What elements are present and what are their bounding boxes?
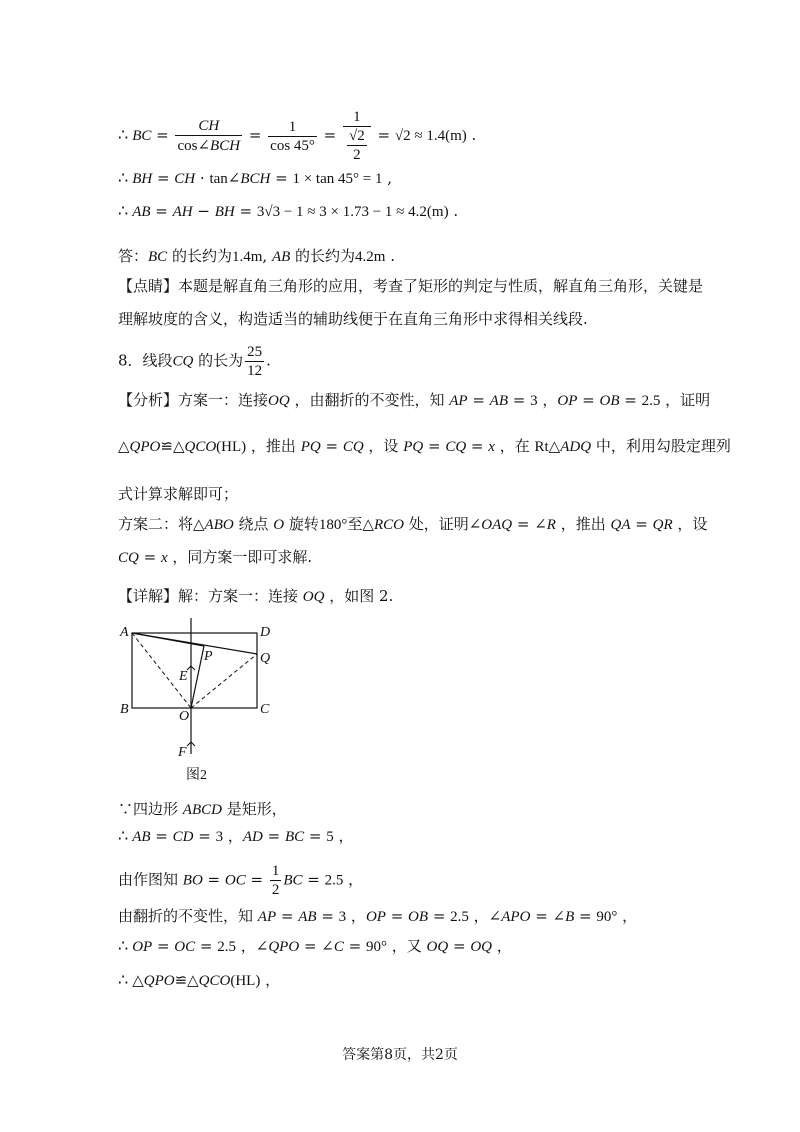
segment-ap <box>132 633 204 646</box>
geometry-figure <box>116 616 286 788</box>
label-d: D <box>260 625 271 640</box>
line-bc-value: ∴ BC = $\frac{CH}{\text{cos∠BCH}}$ = $\frac{1}{\cos 45^\circ}$ = $\frac{1}{\frac{√2}{2}}$ = √2 ≈ 1.4(m) . <box>118 109 477 163</box>
line-analysis-1: 【分析】方案一：连接OQ ，由翻折的不变性，知 AP = AB = 3 ，OP = OB = 2.5 ，证明 <box>118 391 711 409</box>
figure-caption: 图2 <box>186 768 207 783</box>
label-f: F <box>178 745 187 760</box>
label-p: P <box>204 649 213 664</box>
label-c: C <box>260 702 270 717</box>
line-op-oc: ∴ OP = OC = 2.5 ，∠QPO = ∠C = 90° ，又 OQ = OQ ， <box>118 936 512 955</box>
label-e: E <box>179 669 188 684</box>
line-bo-oc: 由作图知 BO = OC = $\frac{1}{2}$ BC = 2.5 ， <box>118 863 364 898</box>
line-fold-invariance: 由翻折的不变性，知 AP = AB = 3 ，OP = OB = 2.5 ，∠APO = ∠B = 90° ， <box>118 907 638 925</box>
page-footer: 答案第8页，共2页 <box>342 1047 458 1063</box>
line-detail-start: 【详解】解：方案一：连接 OQ ，如图 2. <box>118 587 394 605</box>
line-analysis-3: 式计算求解即可； <box>118 485 239 503</box>
line-bh-value: ∴ BH = CH · tan∠BCH = 1 × tan 45° = 1 , <box>118 168 393 187</box>
line-dianjing-1: 【点睛】本题是解直角三角形的应用，考查了矩形的判定与性质，解直角三角形，关键是 <box>118 277 704 295</box>
label-b: B <box>120 702 129 717</box>
line-analysis-4: 方案二：将△ABO 绕点 O 旋转180°至△RCO 处，证明∠OAQ = ∠R ，推出 QA = QR ，设 <box>118 515 708 533</box>
line-ab-value: ∴ AB = AH − BH = 3√3 − 1 ≈ 3 × 1.73 − 1 ≈ 4.2(m) . <box>118 201 459 220</box>
line-analysis-2: △QPO≌△QCO(HL) ，推出 PQ = CQ ，设 PQ = CQ = x ，在 Rt△ADQ 中，利用勾股定理列 <box>118 437 731 455</box>
line-congruence: ∴ △QPO≌△QCO(HL) ， <box>118 970 281 989</box>
line-analysis-5: CQ = x ，同方案一即可求解. <box>118 548 313 566</box>
label-o: O <box>179 709 190 724</box>
line-dianjing-2: 理解坡度的含义，构造适当的辅助线便于在直角三角形中求得相关线段. <box>118 310 588 328</box>
label-q: Q <box>260 651 271 666</box>
label-a: A <box>120 625 129 640</box>
line-rectangle-given: ∵四边形 ABCD 是矩形， <box>118 800 287 818</box>
line-sides: ∴ AB = CD = 3 ，AD = BC = 5 ， <box>118 826 354 845</box>
line-answer: 答：BC 的长约为1.4m, AB 的长约为4.2m . <box>118 247 396 265</box>
line-question-8: 8．线段CQ 的长为 $\frac{25}{12}$ . <box>118 344 271 379</box>
